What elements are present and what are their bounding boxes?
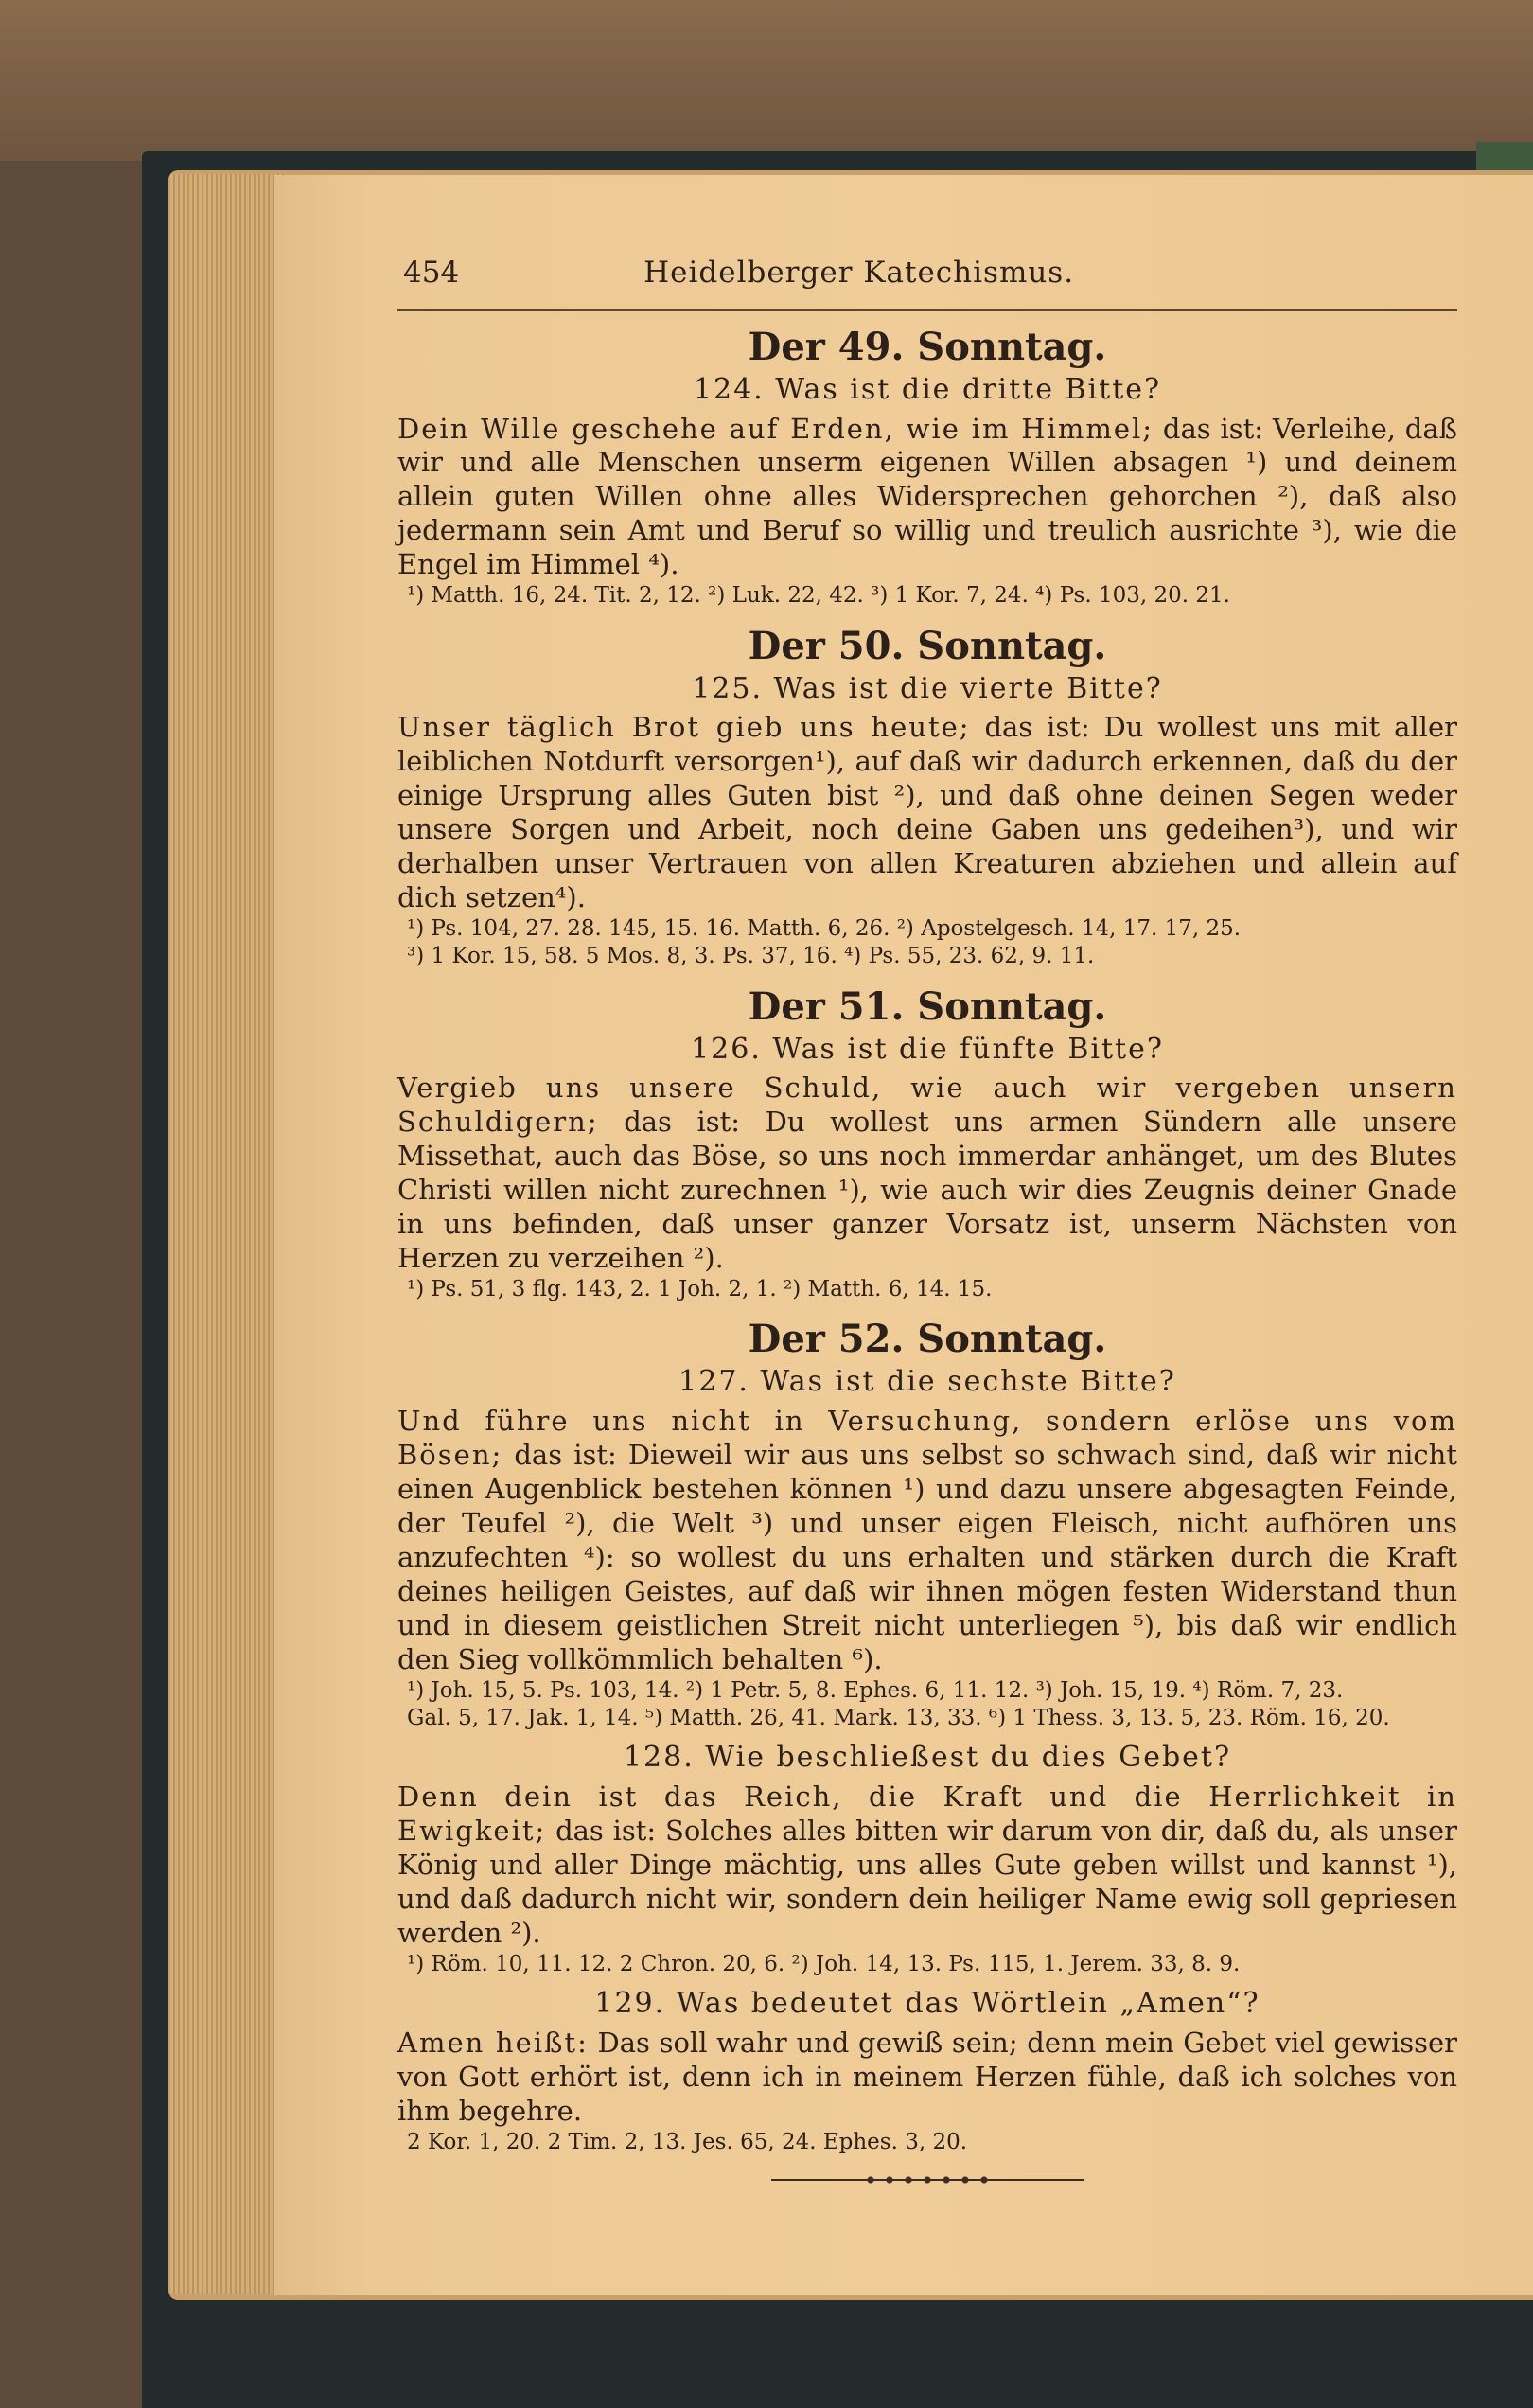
footnote-refs: Gal. 5, 17. Jak. 1, 14. ⁵) Matth. 26, 41. Mark. 13, 33. ⁶) 1 Thess. 3, 13. 5, 23. Röm. 16, 20. xyxy=(407,1706,1390,1731)
running-title: Heidelberger Katechismus. xyxy=(643,256,1075,290)
footnote-refs: 2 Kor. 1, 20. 2 Tim. 2, 13. Jes. 65, 24. Ephes. 3, 20. xyxy=(407,2129,968,2154)
section-sunday-49 xyxy=(397,327,1457,611)
page-number: 454 xyxy=(403,256,460,290)
answer-text: Das soll wahr und gewiß sein; denn mein Gebet viel gewisser von Gott erhört ist, denn ich in meinem Herzen fühle, daß ich solches von ihm begehre. xyxy=(397,2026,1458,2127)
section-sunday-50 xyxy=(397,623,1457,971)
question: 127. Was ist die sechste Bitte? xyxy=(678,1365,1176,1399)
answer-lead: Vergieb uns unsere Schuld, wie auch wir vergeben unsern Schuldigern; xyxy=(397,1071,1457,1139)
section-question-128 xyxy=(397,1742,1457,1978)
answer xyxy=(397,1405,1457,1677)
background xyxy=(0,0,1533,161)
footnote-refs: ¹) Ps. 51, 3 flg. 143, 2. 1 Joh. 2, 1. ²) Matth. 6, 14. 15. xyxy=(407,1277,993,1302)
page-edges xyxy=(170,174,284,2294)
section-heading: Der 51. Sonntag. xyxy=(748,983,1107,1029)
answer xyxy=(397,1071,1457,1276)
answer-text: das ist: Du wollest uns armen Sündern alle unsere Missethat, auch das Böse, so uns noch immerdar anhänget, um des Blutes Christi willen nicht zurechnen ¹), wie auch wir dies Zeugnis deiner Gnade in uns befinden, daß unser ganzer Vorsatz ist, unserm Nächsten von Herzen zu verzeihen ²). xyxy=(397,1106,1458,1275)
section-heading: Der 49. Sonntag. xyxy=(748,325,1107,369)
page-content xyxy=(397,256,1457,2187)
footnote-refs: ¹) Matth. 16, 24. Tit. 2, 12. ²) Luk. 22, 42. ³) 1 Kor. 7, 24. ⁴) Ps. 103, 20. 21. xyxy=(407,583,1230,609)
footnote-refs: ¹) Joh. 15, 5. Ps. 103, 14. ²) 1 Petr. 5, 8. Ephes. 6, 11. 12. ³) Joh. 15, 19. ⁴) Röm. 7, 23. xyxy=(407,1677,1344,1703)
answer xyxy=(397,413,1457,583)
answer xyxy=(397,711,1457,915)
answer xyxy=(397,1780,1457,1951)
answer-lead: Dein Wille geschehe auf Erden, wie im Himmel; xyxy=(397,412,1154,445)
answer-text: das ist: Dieweil wir aus uns selbst so schwach sind, daß wir nicht einen Augenblick bestehen können ¹) und dazu unsere abgesagten Feinde, der Teufel ²), die Welt ³) und unser eigen Fleisch, nicht aufhören uns anzufechten ⁴): so wollest du uns erhalten und stärken durch die Kraft deines heiligen Geistes, auf daß wir ihnen mögen festen Widerstand thun und in diesem geistlichen Streit nicht unterliegen ⁵), bis daß wir endlich den Sieg vollkömmlich behalten ⁶). xyxy=(397,1438,1457,1675)
section-sunday-52 xyxy=(397,1319,1457,1732)
answer-text: das ist: Du wollest uns mit aller leiblichen Notdurft versorgen¹), auf daß wir dadurch erkennen, daß du der einige Ursprung alles Guten bist ²), und daß ohne deinen Segen weder unsere Sorgen und Arbeit, noch deine Gaben uns gedeihen³), und wir derhalben unser Vertrauen von allen Kreaturen abziehen und allein auf dich setzen⁴). xyxy=(397,711,1457,913)
question: 124. Was ist die dritte Bitte? xyxy=(693,373,1162,406)
footnote-refs: ³) 1 Kor. 15, 58. 5 Mos. 8, 3. Ps. 37, 16. ⁴) Ps. 55, 23. 62, 9. 11. xyxy=(407,944,1095,969)
section-sunday-51 xyxy=(397,983,1458,1304)
answer-text: das ist: Verleihe, daß wir und alle Menschen unserm eigenen Willen absagen ¹) und deinem allein guten Willen ohne alles Widersprechen gehorchen ²), daß also jedermann sein Amt und Beruf so willig und treulich ausrichte ³), wie die Engel im Himmel ⁴). xyxy=(397,412,1458,581)
end-ornament xyxy=(771,2173,1084,2187)
footnote-refs: ¹) Ps. 104, 27. 28. 145, 15. 16. Matth. 6, 26. ²) Apostelgesch. 14, 17. 17, 25. xyxy=(407,915,1242,941)
question: 129. Was bedeutet das Wörtlein „Amen“? xyxy=(594,1987,1260,2021)
question: 126. Was ist die fünfte Bitte? xyxy=(691,1032,1164,1066)
answer xyxy=(397,2027,1457,2129)
question: 125. Was ist die vierte Bitte? xyxy=(692,671,1163,705)
page-header xyxy=(397,256,1457,311)
section-heading: Der 52. Sonntag. xyxy=(748,1317,1107,1362)
answer-lead: Und führe uns nicht in Versuchung, sondern erlöse uns vom Bösen; xyxy=(397,1404,1457,1471)
answer-lead: Unser täglich Brot gieb uns heute; xyxy=(397,711,971,744)
footnote-refs: ¹) Röm. 10, 11. 12. 2 Chron. 20, 6. ²) Joh. 14, 13. Ps. 115, 1. Jerem. 33, 8. 9. xyxy=(407,1951,1241,1976)
answer-text: das ist: Solches alles bitten wir darum von dir, daß du, als unser König und aller Dinge mächtig, uns alles Gute geben willst und kannst ¹), und daß dadurch nicht wir, sondern dein heiliger Name ewig soll gepriesen werden ²). xyxy=(397,1814,1458,1949)
book-page xyxy=(274,175,1533,2295)
answer-lead: Denn dein ist das Reich, die Kraft und die Herrlichkeit in Ewigkeit; xyxy=(397,1779,1457,1847)
section-question-129 xyxy=(397,1988,1457,2156)
answer-lead: Amen heißt: xyxy=(397,2026,589,2059)
section-heading: Der 50. Sonntag. xyxy=(748,623,1107,668)
question: 128. Wie beschließest du dies Gebet? xyxy=(623,1741,1232,1775)
